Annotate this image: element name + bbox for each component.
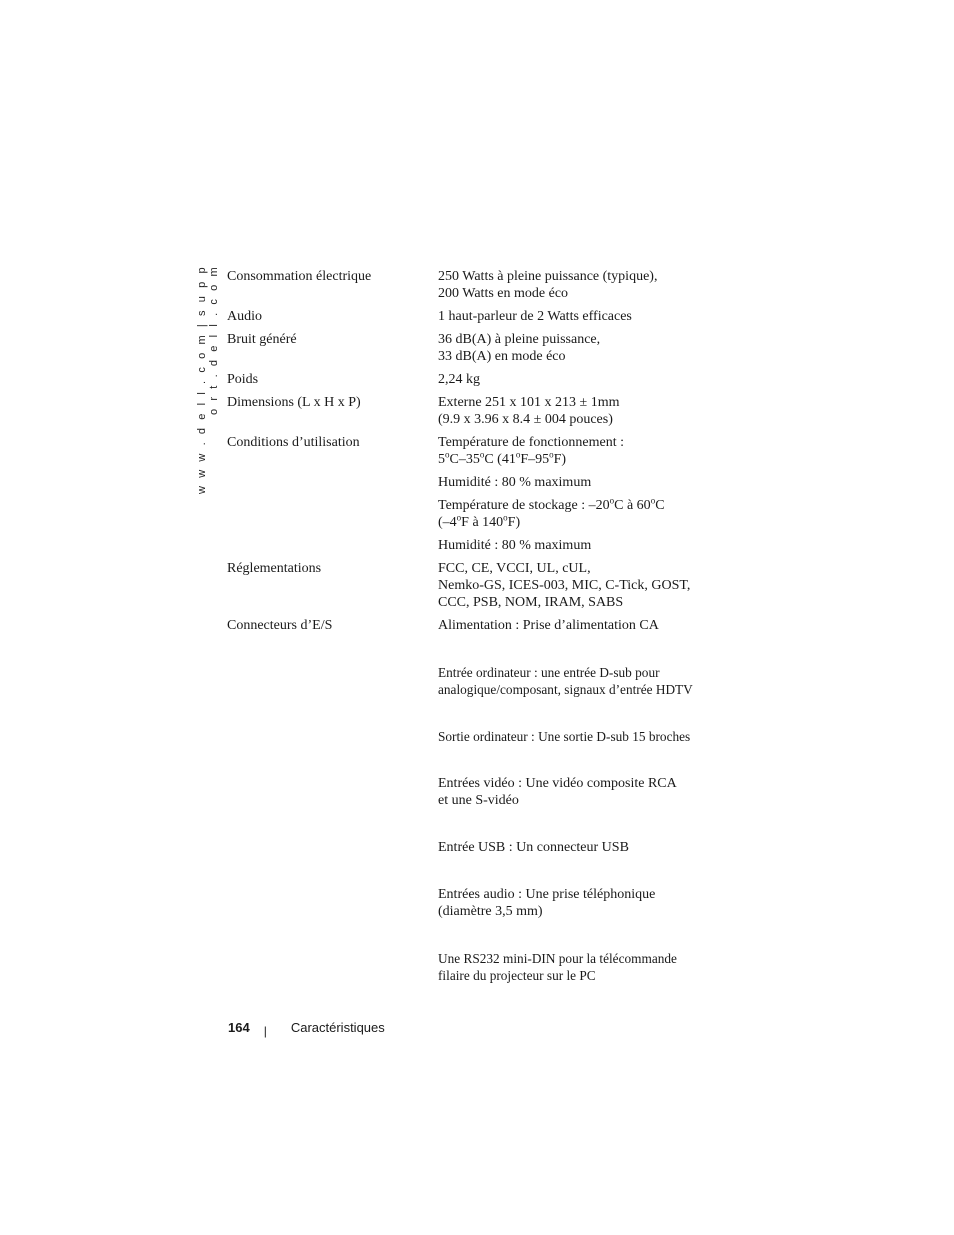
spec-value: (diamètre 3,5 mm): [438, 904, 543, 919]
section-title: Caractéristiques: [290, 1020, 385, 1035]
spec-values: [438, 268, 717, 302]
spec-values: [438, 617, 717, 984]
page-number: 164: [228, 1020, 250, 1035]
spec-values: [438, 394, 717, 428]
spec-value: (9.9 x 3.96 x 8.4 ± 004 pouces): [438, 412, 613, 427]
spec-value: Sortie ordinateur : Une sortie D-sub 15 broches: [438, 729, 691, 744]
spec-row: [227, 394, 717, 428]
footer-separator: |: [263, 1024, 267, 1038]
spec-label: Consommation électrique: [227, 269, 372, 284]
side-url: w w w . d e l l . c o m | s u p p o r t . d e l l . c o m: [196, 265, 220, 495]
spec-value: Humidité : 80 % maximum: [438, 475, 592, 490]
spec-row: [227, 434, 717, 554]
spec-values: [438, 434, 717, 554]
spec-value: 36 dB(A) à pleine puissance,: [438, 332, 601, 347]
spec-row: [227, 308, 717, 325]
spec-label: Conditions d’utilisation: [227, 435, 360, 450]
spec-value: Entrée ordinateur : une entrée D-sub pour: [438, 665, 660, 680]
spec-value: CCC, PSB, NOM, IRAM, SABS: [438, 595, 624, 610]
spec-value: Externe 251 x 101 x 213 ± 1mm: [438, 395, 620, 410]
spec-table: [227, 268, 717, 990]
spec-value: (–4$^o$F à 140$^o$F): [438, 512, 521, 530]
spec-label: Bruit généré: [227, 332, 297, 347]
spec-row: [227, 560, 717, 611]
spec-label: Poids: [227, 372, 259, 387]
spec-value: Alimentation : Prise d’alimentation CA: [438, 618, 659, 633]
spec-row: [227, 268, 717, 302]
spec-value: et une S-vidéo: [438, 793, 519, 808]
spec-label: Réglementations: [227, 561, 322, 576]
spec-row: [227, 371, 717, 388]
spec-value: Température de fonctionnement :: [438, 435, 624, 450]
spec-values: [438, 331, 717, 365]
spec-value: Une RS232 mini-DIN pour la télécommande: [438, 951, 677, 966]
spec-row: [227, 331, 717, 365]
spec-values: [438, 308, 717, 325]
spec-value: 1 haut-parleur de 2 Watts efficaces: [438, 309, 632, 324]
spec-value: Entrée USB : Un connecteur USB: [438, 840, 629, 855]
spec-value: Humidité : 80 % maximum: [438, 538, 592, 553]
spec-label: Dimensions (L x H x P): [227, 395, 361, 410]
spec-value: 33 dB(A) en mode éco: [438, 349, 566, 364]
spec-row: [227, 617, 717, 984]
page-footer: [228, 1020, 385, 1038]
spec-values: [438, 560, 717, 611]
spec-label: Connecteurs d’E/S: [227, 618, 333, 633]
spec-value: Entrées audio : Une prise téléphonique: [438, 887, 656, 902]
spec-value: analogique/composant, signaux d’entrée HDTV: [438, 682, 693, 697]
spec-value: 2,24 kg: [438, 372, 480, 387]
spec-value: filaire du projecteur sur le PC: [438, 968, 596, 983]
spec-values: [438, 371, 717, 388]
spec-value: Nemko-GS, ICES-003, MIC, C-Tick, GOST,: [438, 578, 691, 593]
spec-value: 200 Watts en mode éco: [438, 286, 569, 301]
spec-value: Entrées vidéo : Une vidéo composite RCA: [438, 776, 677, 791]
spec-value: 250 Watts à pleine puissance (typique),: [438, 269, 658, 284]
spec-label: Audio: [227, 309, 262, 324]
spec-value: FCC, CE, VCCI, UL, cUL,: [438, 561, 591, 576]
spec-value: 5$^o$C–35$^o$C (41$^o$F–95$^o$F): [438, 449, 567, 467]
spec-value: Température de stockage : –20$^o$C à 60$^o$C: [438, 495, 665, 513]
